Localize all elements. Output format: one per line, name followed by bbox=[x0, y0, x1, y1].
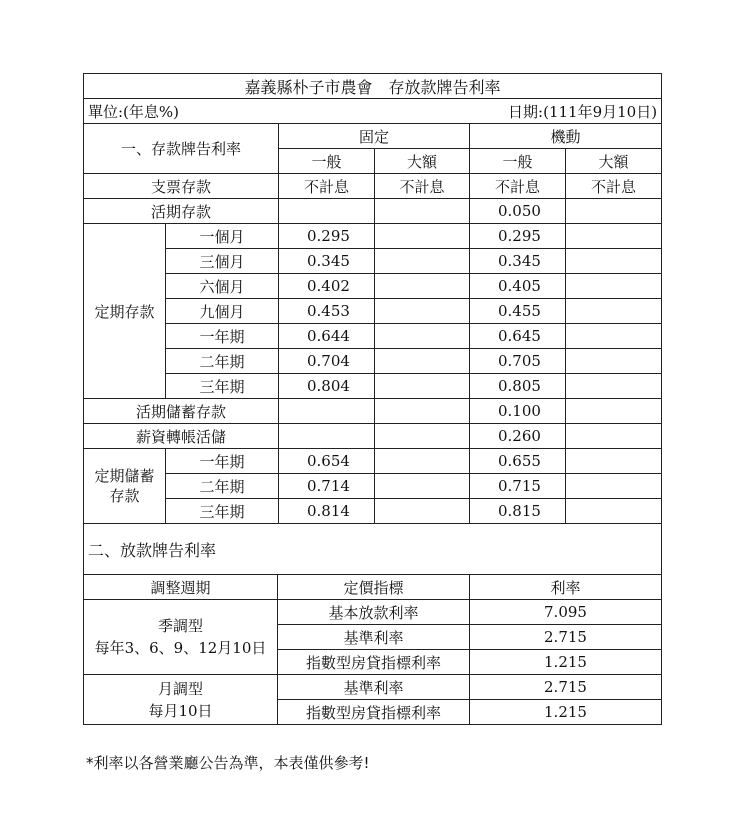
monthly-period-cell bbox=[84, 675, 278, 725]
rate-cell bbox=[375, 474, 470, 499]
rate-cell: 1.215 bbox=[470, 700, 662, 725]
table-row bbox=[84, 474, 662, 499]
row-label: 一個月 bbox=[166, 224, 279, 249]
rate-header: 利率 bbox=[470, 575, 662, 600]
period-header: 調整週期 bbox=[84, 575, 278, 600]
rate-cell bbox=[566, 324, 662, 349]
rate-cell bbox=[375, 249, 470, 274]
fixed-large-header: 大額 bbox=[375, 149, 470, 174]
rate-cell bbox=[566, 474, 662, 499]
rate-cell bbox=[566, 199, 662, 224]
index-header: 定價指標 bbox=[278, 575, 470, 600]
floating-general-header: 一般 bbox=[470, 149, 566, 174]
rate-cell: 0.644 bbox=[279, 324, 375, 349]
rate-cell bbox=[566, 249, 662, 274]
rate-cell bbox=[566, 499, 662, 524]
table-row bbox=[84, 374, 662, 399]
date-label: 日期:(111年9月10日) bbox=[375, 99, 662, 124]
floating-large-header: 大額 bbox=[566, 149, 662, 174]
table-row bbox=[84, 274, 662, 299]
rate-cell bbox=[279, 424, 375, 449]
index-cell: 基本放款利率 bbox=[278, 600, 470, 625]
deposit-section-label: 一、存款牌告利率 bbox=[84, 124, 279, 174]
table-row bbox=[84, 299, 662, 324]
table-row bbox=[84, 349, 662, 374]
rate-cell bbox=[375, 374, 470, 399]
row-label: 三年期 bbox=[166, 374, 279, 399]
table-row bbox=[84, 224, 662, 249]
row-label: 一年期 bbox=[166, 449, 279, 474]
rate-cell: 2.715 bbox=[470, 675, 662, 700]
page-title: 嘉義縣朴子市農會 存放款牌告利率 bbox=[84, 74, 662, 99]
rate-cell: 0.455 bbox=[470, 299, 566, 324]
time-savings-group-label: 定期儲蓄存款 bbox=[84, 449, 166, 524]
rate-cell: 0.050 bbox=[470, 199, 566, 224]
monthly-schedule: 每月10日 bbox=[148, 701, 213, 720]
rate-cell: 1.215 bbox=[470, 650, 662, 675]
rate-cell: 0.804 bbox=[279, 374, 375, 399]
monthly-label: 月調型 bbox=[157, 679, 203, 698]
row-label: 支票存款 bbox=[84, 174, 279, 199]
loan-section-label: 二、放款牌告利率 bbox=[84, 524, 662, 575]
rate-cell bbox=[375, 299, 470, 324]
row-label: 六個月 bbox=[166, 274, 279, 299]
rate-cell bbox=[566, 224, 662, 249]
index-cell: 指數型房貸指標利率 bbox=[278, 650, 470, 675]
rate-cell: 0.645 bbox=[470, 324, 566, 349]
rate-document bbox=[83, 73, 661, 725]
table-row bbox=[84, 324, 662, 349]
rate-cell: 0.805 bbox=[470, 374, 566, 399]
rate-cell bbox=[375, 199, 470, 224]
table-row bbox=[84, 499, 662, 524]
rate-cell: 0.715 bbox=[470, 474, 566, 499]
floating-header: 機動 bbox=[470, 124, 662, 149]
rate-cell: 0.295 bbox=[470, 224, 566, 249]
rate-cell: 0.345 bbox=[470, 249, 566, 274]
row-label: 薪資轉帳活儲 bbox=[84, 424, 279, 449]
row-label: 九個月 bbox=[166, 299, 279, 324]
table-row bbox=[84, 600, 662, 625]
time-deposit-group-label: 定期存款 bbox=[84, 224, 166, 399]
table-row bbox=[84, 449, 662, 474]
footnote: *利率以各營業廳公告為準，本表僅供參考! bbox=[86, 754, 370, 772]
rate-cell: 0.260 bbox=[470, 424, 566, 449]
row-label: 三個月 bbox=[166, 249, 279, 274]
rate-cell: 0.402 bbox=[279, 274, 375, 299]
rate-cell bbox=[375, 399, 470, 424]
rate-cell: 0.345 bbox=[279, 249, 375, 274]
quarterly-label: 季調型 bbox=[157, 617, 203, 635]
table-row bbox=[84, 199, 662, 224]
rate-cell: 0.295 bbox=[279, 224, 375, 249]
quarterly-period-cell bbox=[84, 600, 278, 675]
rate-cell bbox=[375, 449, 470, 474]
table-row bbox=[84, 174, 662, 199]
rate-cell: 不計息 bbox=[375, 174, 470, 199]
rate-cell: 0.815 bbox=[470, 499, 566, 524]
rate-cell: 不計息 bbox=[279, 174, 375, 199]
index-cell: 基準利率 bbox=[278, 625, 470, 650]
table-row bbox=[84, 424, 662, 449]
rate-cell: 7.095 bbox=[470, 600, 662, 625]
rate-cell bbox=[375, 224, 470, 249]
rate-cell bbox=[566, 449, 662, 474]
rate-cell: 0.100 bbox=[470, 399, 566, 424]
row-label: 活期儲蓄存款 bbox=[84, 399, 279, 424]
rate-cell: 2.715 bbox=[470, 625, 662, 650]
row-label: 活期存款 bbox=[84, 199, 279, 224]
rate-cell bbox=[375, 349, 470, 374]
rate-cell: 0.705 bbox=[470, 349, 566, 374]
rate-cell: 不計息 bbox=[566, 174, 662, 199]
rate-cell bbox=[375, 499, 470, 524]
rate-cell: 0.405 bbox=[470, 274, 566, 299]
rate-cell bbox=[279, 199, 375, 224]
quarterly-schedule: 每年3、6、9、12月10日 bbox=[94, 639, 267, 657]
rate-cell: 0.704 bbox=[279, 349, 375, 374]
rate-cell bbox=[566, 299, 662, 324]
rate-cell: 0.453 bbox=[279, 299, 375, 324]
rate-cell: 0.714 bbox=[279, 474, 375, 499]
fixed-general-header: 一般 bbox=[279, 149, 375, 174]
table-row bbox=[84, 399, 662, 424]
row-label: 二年期 bbox=[166, 474, 279, 499]
row-label: 三年期 bbox=[166, 499, 279, 524]
table-row bbox=[84, 249, 662, 274]
index-cell: 指數型房貸指標利率 bbox=[278, 700, 470, 725]
rate-cell bbox=[566, 399, 662, 424]
loan-rate-table bbox=[83, 574, 662, 725]
deposit-rate-table bbox=[83, 73, 662, 575]
row-label: 二年期 bbox=[166, 349, 279, 374]
table-row bbox=[84, 675, 662, 700]
rate-cell bbox=[375, 424, 470, 449]
rate-cell: 0.654 bbox=[279, 449, 375, 474]
unit-label: 單位:(年息%) bbox=[84, 99, 375, 124]
rate-cell bbox=[566, 274, 662, 299]
rate-cell bbox=[375, 324, 470, 349]
rate-cell bbox=[375, 274, 470, 299]
row-label: 一年期 bbox=[166, 324, 279, 349]
rate-cell bbox=[566, 424, 662, 449]
fixed-header: 固定 bbox=[279, 124, 470, 149]
rate-cell bbox=[566, 374, 662, 399]
rate-cell: 不計息 bbox=[470, 174, 566, 199]
rate-cell: 0.814 bbox=[279, 499, 375, 524]
index-cell: 基準利率 bbox=[278, 675, 470, 700]
rate-cell: 0.655 bbox=[470, 449, 566, 474]
rate-cell bbox=[279, 399, 375, 424]
rate-cell bbox=[566, 349, 662, 374]
